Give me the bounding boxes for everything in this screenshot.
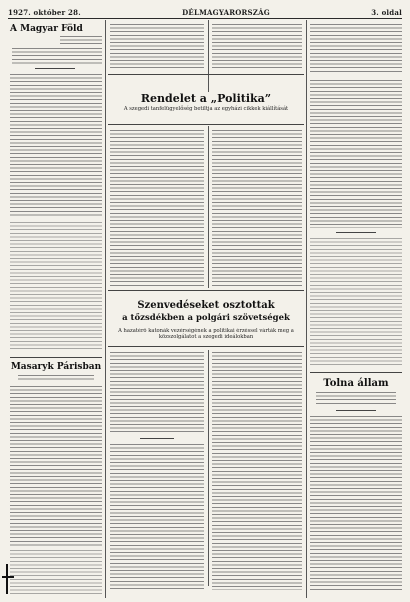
article-body	[10, 74, 102, 218]
headline-masaryk: Masaryk Párisban	[10, 362, 102, 372]
divider	[108, 346, 304, 347]
article-body	[212, 130, 302, 286]
divider	[108, 124, 304, 125]
divider	[336, 232, 376, 233]
divider	[108, 290, 304, 291]
article-body	[316, 392, 396, 406]
article-body	[212, 352, 302, 590]
headline-szenvedesek-line1: Szenvedéseket osztottak	[137, 300, 275, 311]
headline-tolna: Tolna állam	[323, 378, 389, 389]
divider	[35, 68, 75, 69]
article-body	[10, 550, 102, 594]
column-rule	[105, 20, 106, 598]
article-body	[60, 36, 102, 46]
article-body	[310, 80, 402, 228]
article-body	[110, 352, 204, 434]
divider	[140, 438, 174, 439]
column-rule	[208, 350, 209, 586]
article-body	[110, 24, 204, 68]
article-body	[12, 48, 102, 64]
article-body	[310, 416, 402, 592]
column-rule	[208, 126, 209, 288]
article-body	[110, 130, 204, 286]
subhead-szenvedesek: A hazatérő katonák vezérségének a politikai érzéssel várták meg a közszolgálatot a szegedi ideálokban	[118, 328, 294, 340]
headline-szenvedesek-line2: a tőzsdékben a polgári szövetségek	[122, 313, 290, 323]
article-body	[212, 24, 302, 68]
headline-rendelet: Rendelet a „Politika”	[140, 92, 272, 105]
headline-magyar-fold: A Magyar Föld	[10, 24, 83, 34]
article-body	[10, 386, 102, 546]
article-body	[18, 375, 94, 381]
divider	[10, 357, 102, 358]
ink-smudge	[2, 576, 14, 578]
page-number: 3. oldal	[371, 7, 402, 17]
article-body	[110, 444, 204, 590]
column-rule	[208, 20, 209, 92]
divider	[108, 74, 304, 75]
article-body	[10, 222, 102, 350]
column-rule	[306, 20, 307, 598]
issue-date: 1927. október 28.	[8, 7, 81, 17]
newspaper-title: DÉLMAGYARORSZÁG	[182, 7, 270, 17]
divider	[336, 410, 376, 411]
article-body	[310, 24, 402, 72]
subhead-rendelet: A szegedi tanfelügyelőség betiltja az egyházi cikkek kiállítását	[123, 106, 289, 112]
divider	[310, 372, 402, 373]
ink-smudge	[6, 564, 8, 594]
masthead	[8, 6, 402, 19]
article-body	[310, 238, 402, 366]
